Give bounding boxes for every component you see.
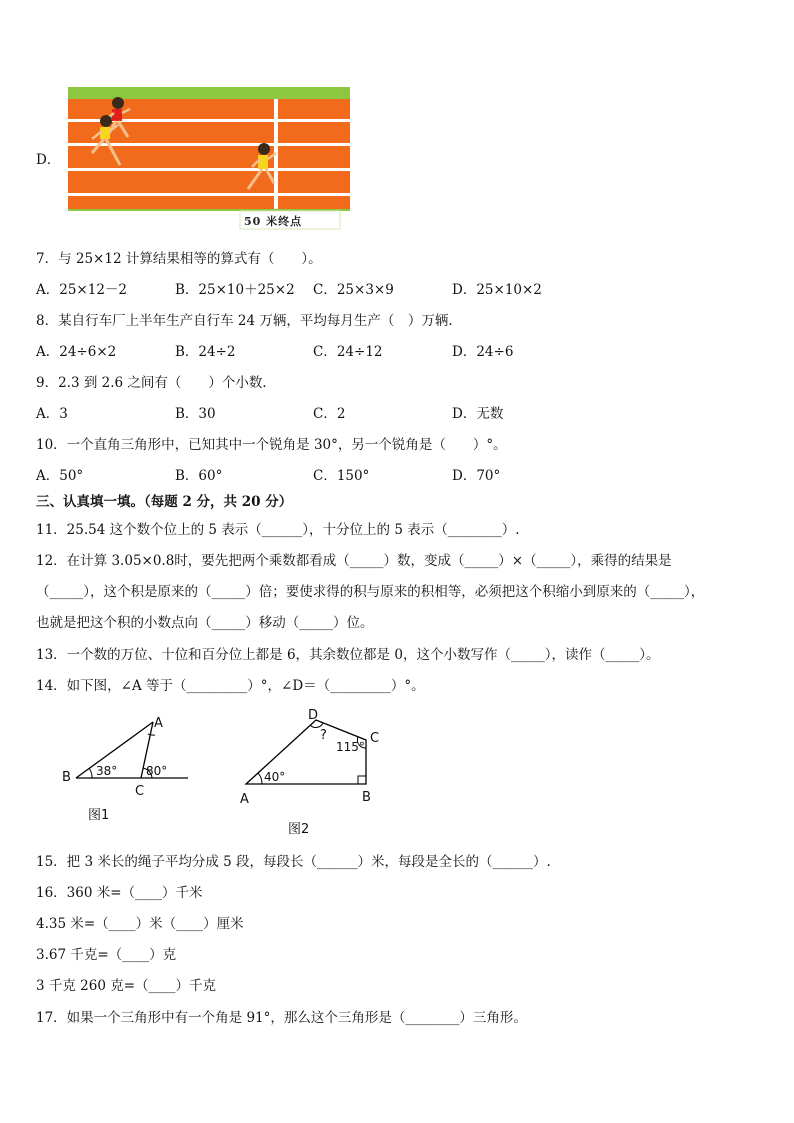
fig2-angle-a: 40° (264, 770, 286, 784)
q8-option-c[interactable]: C．24÷12 (313, 344, 383, 360)
running-track-illustration (68, 87, 350, 231)
q8-stem: 8．某自行车厂上半年生产自行车 24 万辆，平均每月生产（ ）万辆． (36, 313, 462, 329)
q9-option-c[interactable]: C．2 (313, 406, 346, 422)
q9-option-b[interactable]: B．30 (175, 406, 216, 422)
q7-option-a[interactable]: A．25×12－2 (36, 282, 128, 298)
q9-option-a[interactable]: A．3 (36, 406, 68, 422)
fig2-label-d: D (308, 708, 319, 723)
fig1-label-c: C (135, 784, 145, 799)
fig2-label-a: A (240, 792, 249, 807)
q10-option-c[interactable]: C．150° (313, 468, 370, 484)
q16-line-4: 3 千克 260 克=（____）千克 (36, 978, 217, 994)
q15-text: 15．把 3 米长的绳子平均分成 5 段，每段长（______）米，每段是全长的（______）. (36, 854, 551, 870)
fig1-angle-b: 38° (96, 764, 118, 778)
q16-line-3: 3.67 千克=（____）克 (36, 947, 177, 963)
q11-text: 11．25.54 这个数个位上的 5 表示（______），十分位上的 5 表示（________）. (36, 522, 520, 538)
option-d-label: D． (36, 152, 61, 168)
q12-line-3: 也就是把这个积的小数点向（_____）移动（_____）位。 (36, 615, 374, 631)
q10-option-d[interactable]: D．70° (452, 468, 501, 484)
fig2-label-b: B (362, 790, 371, 805)
q7-option-b[interactable]: B．25×10＋25×2 (175, 282, 295, 298)
q10-option-b[interactable]: B．60° (175, 468, 223, 484)
fig1-label-b: B (62, 770, 71, 785)
q12-line-2: （_____），这个积是原来的（_____）倍；要使求得的积与原来的积相等，必须把这个积缩小到原来的（_____）， (36, 584, 705, 600)
q17-text: 17．如果一个三角形中有一个角是 91°，那么这个三角形是（________）三角形。 (36, 1010, 527, 1026)
fig1-angle-c: 80° (146, 764, 168, 778)
fig2-angle-d: ? (320, 728, 327, 743)
q16-line-1: 16．360 米=（____）千米 (36, 885, 203, 901)
q13-text: 13．一个数的万位、十位和百分位上都是 6，其余数位都是 0，这个小数写作（_____），读作（_____）。 (36, 647, 660, 663)
q7-option-d[interactable]: D．25×10×2 (452, 282, 542, 298)
figure-1-triangle (56, 712, 196, 792)
section-3-title: 三、认真填一填。（每题 2 分，共 20 分） (36, 494, 293, 510)
q8-option-a[interactable]: A．24÷6×2 (36, 344, 117, 360)
fig1-caption: 图1 (88, 808, 110, 823)
fig2-caption: 图2 (288, 822, 310, 837)
finish-label: 50 米终点 (244, 215, 303, 228)
q8-option-d[interactable]: D．24÷6 (452, 344, 514, 360)
track-image (68, 87, 350, 231)
q10-option-a[interactable]: A．50° (36, 468, 84, 484)
fig2-label-c: C (370, 731, 380, 746)
q8-option-b[interactable]: B．24÷2 (175, 344, 236, 360)
fig1-label-a: A (154, 716, 163, 731)
q9-option-d[interactable]: D．无数 (452, 406, 504, 422)
q9-stem: 9．2.3 到 2.6 之间有（ ）个小数． (36, 375, 276, 391)
fig2-angle-c: 115° (336, 740, 365, 754)
q7-stem: 7．与 25×12 计算结果相等的算式有（ ）。 (36, 251, 322, 267)
q16-line-2: 4.35 米=（____）米（____）厘米 (36, 916, 244, 932)
q7-option-c[interactable]: C．25×3×9 (313, 282, 394, 298)
q14-stem: 14．如下图，∠A 等于（_________）°，∠D＝（_________）°。 (36, 678, 425, 694)
q12-line-1: 12．在计算 3.05×0.8时，要先把两个乘数都看成（_____）数，变成（_____）×（_____），乘得的结果是 (36, 553, 672, 569)
q10-stem: 10．一个直角三角形中，已知其中一个锐角是 30°，另一个锐角是（ ）°。 (36, 437, 507, 453)
